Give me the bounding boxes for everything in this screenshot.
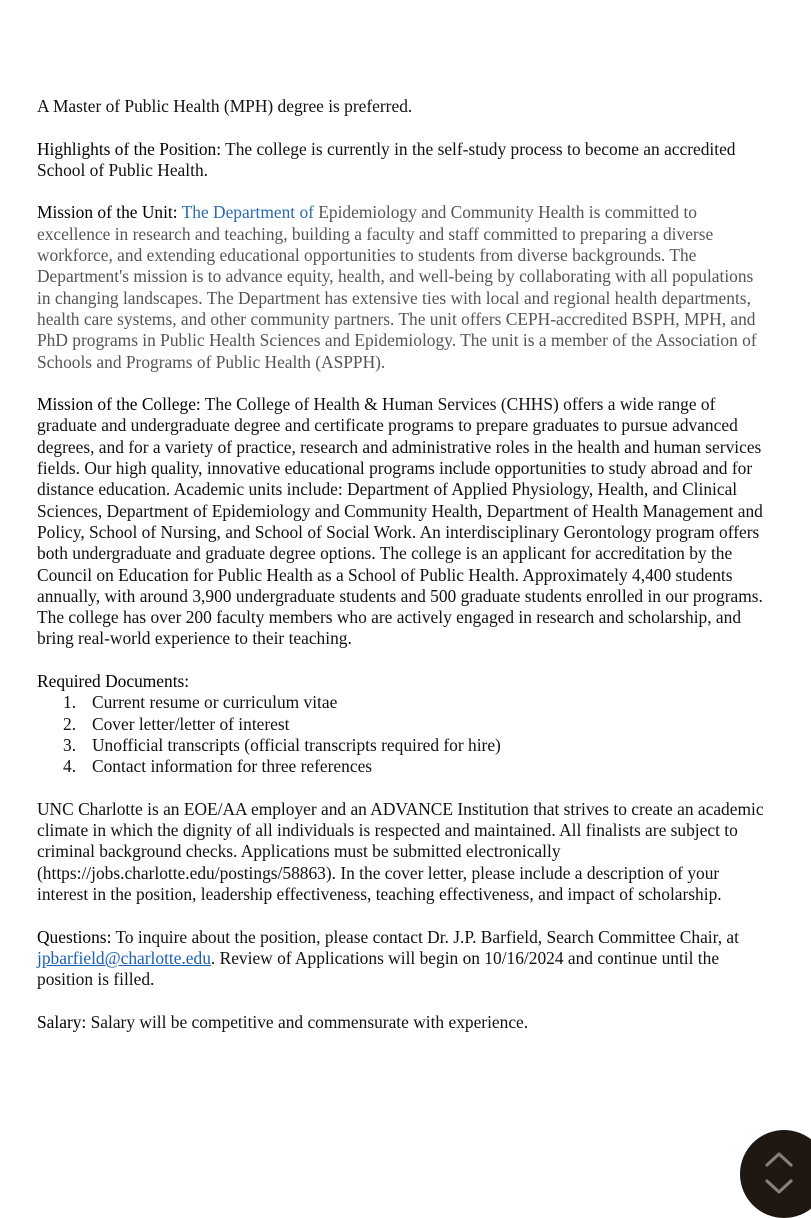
scroll-toggle-button[interactable] [740, 1130, 811, 1218]
list-item-text: Unofficial transcripts (official transcripts required for hire) [92, 734, 501, 755]
salary-label: Salary: [37, 1011, 87, 1032]
questions-paragraph [37, 927, 767, 991]
list-item [37, 756, 767, 777]
mission-unit-label: Mission of the Unit: [37, 202, 178, 223]
highlights-paragraph [37, 139, 767, 182]
list-item-text: Cover letter/letter of interest [92, 713, 290, 734]
mission-unit-paragraph [37, 202, 767, 372]
salary-paragraph [37, 1012, 767, 1033]
questions-text-before: To inquire about the position, please contact Dr. J.P. Barfield, Search Committee Chair, at [111, 926, 739, 947]
list-item-number: 3. [63, 734, 77, 755]
intro-text: A Master of Public Health (MPH) degree is preferred. [37, 96, 413, 116]
list-item [37, 692, 767, 713]
chevron-up-down-icon [764, 1150, 794, 1196]
contact-email-link[interactable]: jpbarfield@charlotte.edu [37, 947, 211, 968]
mission-college-paragraph [37, 394, 767, 650]
required-documents-label: Required Documents: [37, 671, 190, 692]
eoe-paragraph [37, 799, 767, 905]
list-item-number: 4. [63, 756, 77, 777]
salary-text: Salary will be competitive and commensurate with experience. [86, 1011, 529, 1032]
list-item-text: Contact information for three references [92, 756, 373, 777]
mission-college-label: Mission of the College: [37, 394, 201, 415]
intro-paragraph [37, 96, 767, 117]
mission-college-text: The College of Health & Human Services (CHHS) offers a wide range of graduate and undergraduate degree and certificate programs to prepare graduates to pursue advanced degrees, and for a variety of practice, research and administrative roles in the health and human services fields. Our high quality, innovative educational programs include opportunities to study abroad and for distance education. Academic units include: Department of Applied Physiology, Health, and Clinical Sciences, Department of Epidemiology and Community Health, Department of Health Management and Policy, School of Nursing, and School of Social Work. An interdisciplinary Gerontology program offers both undergraduate and graduate degree options. The college is an applicant for accreditation by the Council on Education for Public Health as a School of Public Health. Approximately 4,400 students annually, with around 3,900 undergraduate students and 500 graduate students enrolled in our programs. The college has over 200 faculty members who are actively engaged in research and scholarship, and bring real-world experience to their teaching. [37, 394, 763, 649]
highlights-text: The college is currently in the self-study process to become an accredited School of Public Health. [37, 138, 736, 180]
list-item-number: 1. [63, 692, 77, 713]
required-documents-list [37, 692, 767, 777]
list-item-text: Current resume or curriculum vitae [92, 692, 338, 713]
highlights-label: Highlights of the Position: [37, 138, 222, 159]
required-documents-section [37, 671, 767, 777]
mission-unit-text: Epidemiology and Community Health is committed to excellence in research and teaching, building a faculty and staff committed to preparing a diverse workforce, and extending educational opportunities to students from diverse backgrounds. The Department's mission is to advance equity, health, and well-being by collaborating with all populations in changing landscapes. The Department has extensive ties with local and regional health departments, health care systems, and other community partners. The unit offers CEPH-accredited BSPH, MPH, and PhD programs in Public Health Sciences and Epidemiology. The unit is a member of the Association of Schools and Programs of Public Health (ASPPH). [37, 202, 757, 372]
list-item [37, 714, 767, 735]
list-item-number: 2. [63, 713, 77, 734]
department-link[interactable]: The Department of [181, 202, 314, 223]
questions-label: Questions: [37, 926, 112, 947]
eoe-text: UNC Charlotte is an EOE/AA employer and an ADVANCE Institution that strives to create an academic climate in which the dignity of all individuals is respected and maintained. All finalists are subject to criminal background checks. Applications must be submitted electronically (https://jobs.charlotte.edu/postings/58863). In the cover letter, please include a description of your interest in the position, leadership effectiveness, teaching effectiveness, and impact of scholarship. [37, 798, 764, 904]
questions-text-after: . Review of Applications will begin on 10/16/2024 and continue until the position is filled. [37, 947, 720, 990]
list-item [37, 735, 767, 756]
document-body [37, 96, 767, 1054]
